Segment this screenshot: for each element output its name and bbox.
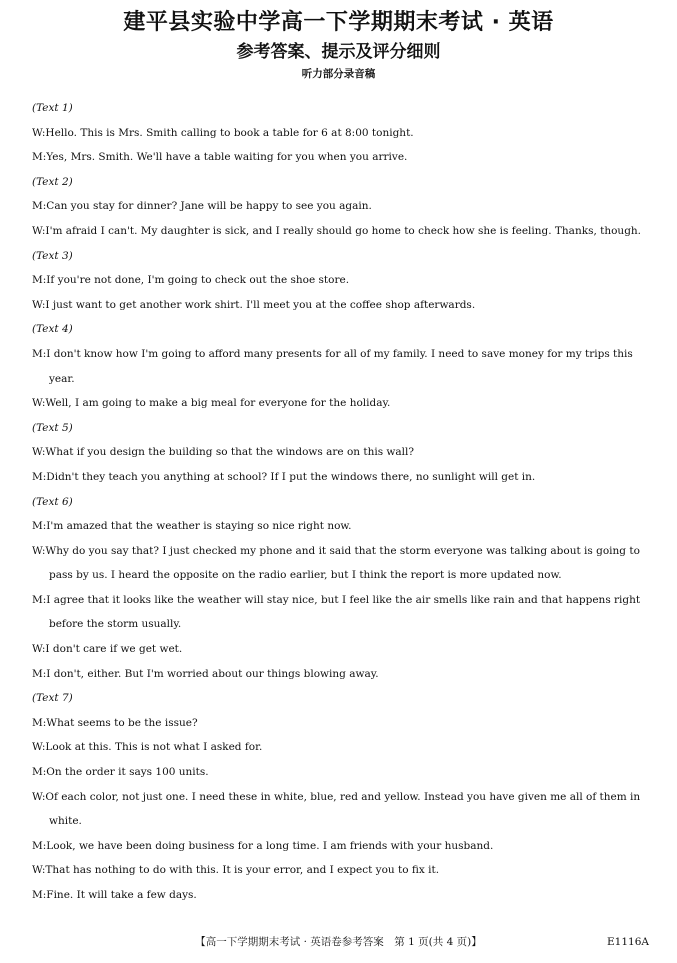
text-label: (Text 7) (32, 692, 73, 705)
dialogue-line: W:That has nothing to do with this. It is your error, and I expect you to fix it. (32, 864, 440, 877)
dialogue-line: W:Well, I am going to make a big meal for everyone for the holiday. (32, 397, 391, 410)
dialogue-line: M:Look, we have been doing business for a long time. I am friends with your husband. (32, 839, 494, 852)
dialogue-line: M:I don't know how I'm going to afford many presents for all of my family. I need to save money for my trips this year. (32, 347, 633, 385)
dialogue-line: M:What seems to be the issue? (32, 716, 198, 729)
dialogue-line: W:I don't care if we get wet. (32, 643, 183, 656)
page-title: 建平县实验中学高一下学期期末考试 · 英语 (123, 10, 554, 35)
dialogue-line: W:Of each color, not just one. I need these in white, blue, red and yellow. Instead you have given me all of them in white. (32, 790, 641, 828)
dialogue-line: M:I agree that it looks like the weather will stay nice, but I feel like the air smells like rain and that happens right before the storm usually. (32, 593, 641, 631)
dialogue-line: M:I'm amazed that the weather is staying so nice right now. (32, 520, 352, 533)
text-label: (Text 1) (32, 102, 73, 114)
footer-exam-code: E1116A (607, 936, 649, 948)
dialogue-line: W:What if you design the building so that the windows are on this wall? (32, 446, 415, 459)
page-header (0, 8, 677, 82)
transcript-body (32, 96, 652, 908)
dialogue-line: W:Look at this. This is not what I asked for. (32, 741, 263, 754)
dialogue-line: W:Why do you say that? I just checked my phone and it said that the storm everyone was talking about is going to pass by us. I heard the opposite on the radio earlier, but I think the report is more updated now. (32, 544, 640, 582)
text-label: (Text 2) (32, 175, 73, 188)
page-subtitle: 参考答案、提示及评分细则 (236, 42, 441, 62)
text-label: (Text 4) (32, 323, 73, 336)
dialogue-line: M:Fine. It will take a few days. (32, 889, 197, 901)
dialogue-line: M:Didn't they teach you anything at school? If I put the windows there, no sunlight will get in. (32, 470, 536, 483)
dialogue-line: M:Yes, Mrs. Smith. We'll have a table waiting for you when you arrive. (32, 151, 408, 164)
text-label: (Text 5) (32, 421, 73, 434)
dialogue-line: M:Can you stay for dinner? Jane will be happy to see you again. (32, 200, 372, 213)
page-footer (0, 933, 677, 951)
text-label: (Text 3) (32, 249, 73, 262)
dialogue-line: W:Hello. This is Mrs. Smith calling to book a table for 6 at 8:00 tonight. (32, 126, 414, 139)
dialogue-line: W:I'm afraid I can't. My daughter is sick, and I really should go home to check how she is feeling. Thanks, though. (32, 224, 642, 237)
section-heading: 听力部分录音稿 (301, 68, 376, 80)
dialogue-line: W:I just want to get another work shirt. I'll meet you at the coffee shop afterwards. (32, 298, 476, 311)
text-label: (Text 6) (32, 495, 73, 508)
dialogue-line: M:On the order it says 100 units. (32, 766, 209, 779)
dialogue-line: M:If you're not done, I'm going to check out the shoe store. (32, 274, 350, 287)
dialogue-line: M:I don't, either. But I'm worried about our things blowing away. (32, 667, 379, 680)
footer-page-info: 【高一下学期期末考试 · 英语卷参考答案 第 1 页(共 4 页)】 (195, 936, 482, 948)
